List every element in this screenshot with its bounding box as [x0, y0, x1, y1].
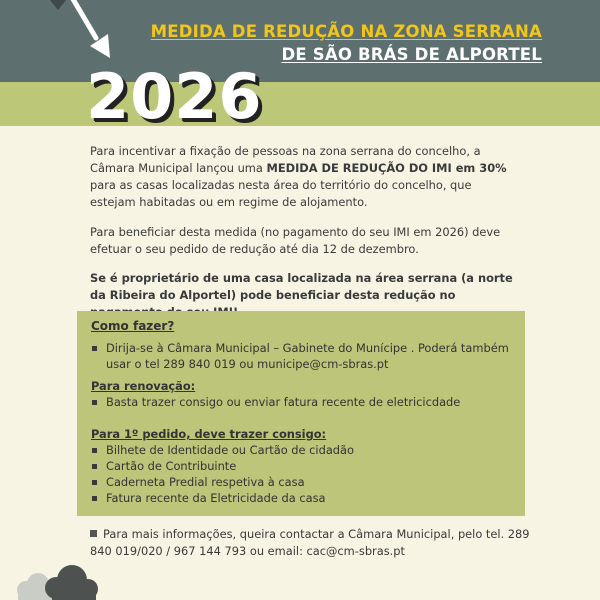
year-title: 2026 [86, 60, 263, 133]
first-request-list [91, 442, 354, 506]
intro-text-start: Para incentivar a fixação de pessoas na zona serrana do concelho, a Câmara Municipal lançou uma [90, 144, 481, 175]
how-to-title: Como fazer? [91, 319, 175, 333]
clouds-icon [12, 562, 102, 600]
intro-highlight: MEDIDA DE REDUÇÃO DO IMI em 30% [266, 161, 507, 175]
header-title-line1: MEDIDA DE REDUÇÃO NA ZONA SERRANA [150, 22, 542, 41]
renewal-item: Basta trazer consigo ou enviar fatura recente de eletricicdade [91, 394, 460, 410]
contact-text: Para mais informações, queira contactar a Câmara Municipal, pelo tel. 289 840 019/020 / 967 144 793 ou email: cac@cm-sbras.pt [90, 527, 530, 558]
first-request-item: Cartão de Contribuinte [91, 458, 354, 474]
renewal-title: Para renovação: [91, 379, 196, 393]
square-bullet-icon [90, 530, 97, 537]
first-request-item: Caderneta Predial respetiva à casa [91, 474, 354, 490]
deadline-paragraph: Para beneficiar desta medida (no pagamento do seu IMI em 2026) deve efetuar o seu pedido de redução até dia 12 de dezembro. [90, 225, 501, 256]
eligibility-paragraph: Se é proprietário de uma casa localizada na área serrana (a norte da Ribeira do Alportel) pode beneficiar desta redução no [90, 271, 513, 302]
intro-text-end: para as casas localizadas nesta área do território do concelho, que estejam habitadas ou em regime de alojamento. [90, 178, 472, 209]
contact-info [90, 526, 530, 560]
intro-paragraph [90, 143, 520, 211]
how-to-step: Dirija-se à Câmara Municipal – Gabinete do Munícipe . Poderá também usar o tel 289 840 019 ou municipe@cm-sbras.pt [91, 340, 516, 372]
how-to-box [77, 311, 525, 516]
how-to-steps [91, 340, 516, 372]
down-right-arrow-icon [40, 0, 120, 62]
first-request-item: Fatura recente da Eletricidade da casa [91, 490, 354, 506]
renewal-list [91, 394, 460, 410]
first-request-title: Para 1º pedido, deve trazer consigo: [91, 427, 327, 441]
first-request-item: Bilhete de Identidade ou Cartão de cidadão [91, 442, 354, 458]
header-title-line2: DE SÃO BRÁS DE ALPORTEL [281, 45, 542, 64]
